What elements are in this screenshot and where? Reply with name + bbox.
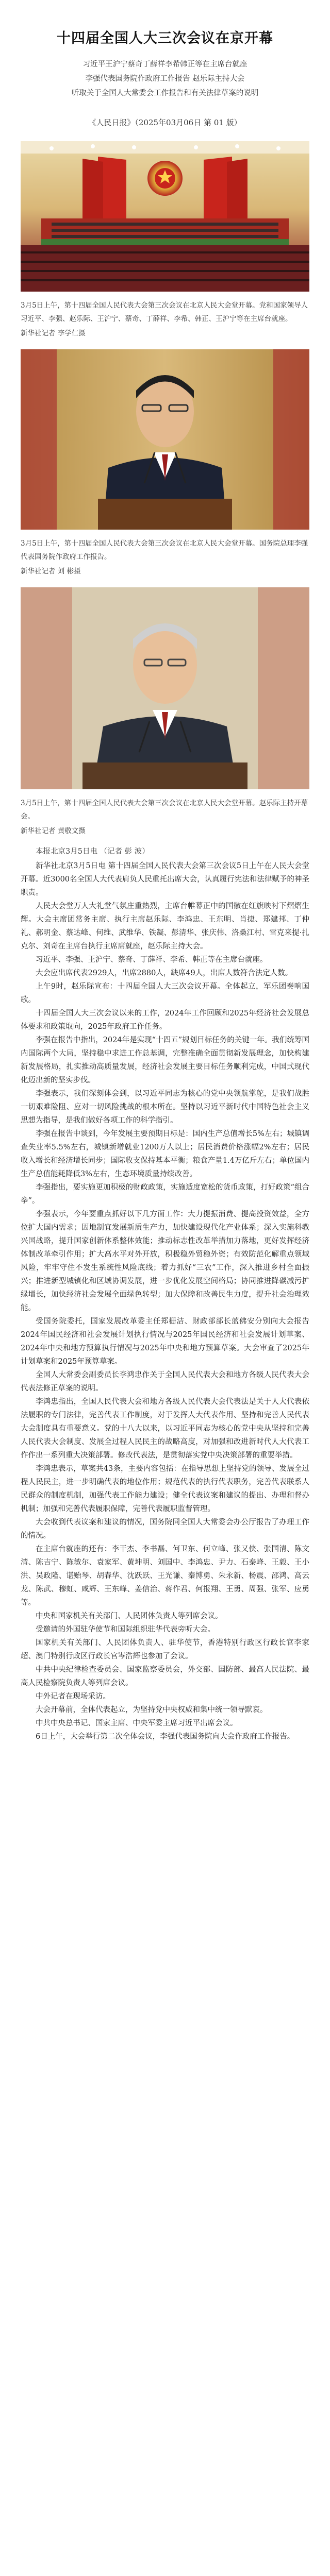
article-paragraph: 中外记者在现场采访。 [36, 1692, 110, 1701]
caption-text: 3月5日上午，第十四届全国人民代表大会第三次会议在北京人民大会堂开幕。赵乐际主持开幕会。 [21, 799, 308, 821]
article-header [0, 0, 330, 128]
article-paragraphs [21, 859, 309, 1743]
chair-image [21, 587, 309, 789]
article-paragraph: 6日上午，大会举行第二次全体会议，李强代表国务院向大会作政府工作报告。 [36, 1733, 295, 1741]
presidium-rows [52, 223, 278, 238]
article-paragraph: 李强表示，我们深刻体会到，以习近平同志为核心的党中央领航掌舵，是我们战胜一切艰难险阻、应对一切风险挑战的根本所在。坚持以习近平新时代中国特色社会主义思想为指导，是我们做好各项工作的科学指引。 [21, 1090, 309, 1125]
article-paragraph: 中共中央纪律检查委员会、国家监察委员会，外交部、国防部、最高人民法院、最高人民检察院负责人等列席会议。 [21, 1666, 309, 1687]
subhead-line: 听取关于全国人大常委会工作报告和有关法律草案的说明 [71, 89, 259, 97]
caption-text: 3月5日上午，第十四届全国人民代表大会第三次会议在北京人民大会堂开幕。党和国家领导人习近平、李强、赵乐际、王沪宁、蔡奇、丁薛祥、李希、韩正、王沪宁等在主席台就座。 [21, 301, 308, 323]
podium [98, 499, 232, 530]
article-paragraph: 李强指出，要实施更加积极的财政政策，实施适度宽松的货币政策，打好政策“组合拳”。 [21, 1183, 309, 1205]
photo-speaker-1 [21, 349, 309, 530]
caption-byline: 新华社记者 李学仁摄 [21, 329, 86, 337]
article-paragraph: 人民大会堂万人大礼堂气氛庄重热烈，主席台帷幕正中的国徽在红旗映衬下熠熠生辉。大会主席团常务主席、执行主席赵乐际、李鸿忠、王东明、肖捷、郑建邦、丁仲礼、郝明金、蔡达峰、何维、武维华、铁凝、彭清华、张庆伟、洛桑江村、雪克来提·扎克尔、刘奇在主席台执行主席席就座，赵乐际主持大会。 [21, 902, 309, 951]
article-paragraph: 李强在报告中指出，2024年是实现“十四五”规划目标任务的关键一年。我们统筹国内国际两个大局，坚持稳中求进工作总基调，完整准确全面贯彻新发展理念，加快构建新发展格局，扎实推动高质量发展，经济社会发展主要目标任务顺利完成，中国式现代化迈出新的坚实步伐。 [21, 1036, 309, 1084]
subhead-line: 习近平王沪宁蔡奇丁薛祥李希韩正等在主席台就座 [82, 60, 248, 69]
article-paragraph: 国家机关有关部门、人民团体负责人、驻华使节，香港特别行政区行政长官李家超、澳门特别行政区行政长官岑浩辉也参加了会议。 [21, 1639, 309, 1660]
caption-byline: 新华社记者 黄敬文摄 [21, 827, 86, 835]
caption-byline: 新华社记者 刘 彬摄 [21, 567, 81, 575]
ceiling-lights [21, 141, 309, 154]
article-paragraph: 受国务院委托，国家发展改革委主任郑栅洁、财政部部长蓝佛安分别向大会报告2024年国民经济和社会发展计划执行情况与2025年国民经济和社会发展计划草案、2024年中央和地方预算执行情况与2025年中央和地方预算草案。大会审查了2025年计划草案和2025年预算草案。 [21, 1317, 309, 1366]
article-paragraph: 李强在报告中谈到，今年发展主要预期目标是：国内生产总值增长5%左右；城镇调查失业率5.5%左右，城镇新增就业1200万人以上；居民消费价格涨幅2%左右；居民收入增长和经济增长同步；国际收支保持基本平衡；粮食产量1.4万亿斤左右；单位国内生产总值能耗降低3%左右，生态环境质量持续改善。 [21, 1130, 309, 1178]
article-paragraph: 新华社北京3月5日电 第十四届全国人民代表大会第三次会议5日上午在人民大会堂开幕。近3000名全国人大代表肩负人民重托出席大会，认真履行宪法和法律赋予的神圣职责。 [21, 862, 309, 897]
national-emblem-icon [147, 161, 183, 196]
article-paragraph: 李强表示，今年要重点抓好以下几方面工作：大力提振消费、提高投资效益，全方位扩大国内需求；因地制宜发展新质生产力，加快建设现代化产业体系；深入实施科教兴国战略，提升国家创新体系整体效能；推动标志性改革举措加力落地，更好发挥经济体制改革牵引作用；扩大高水平对外开放，积极稳外贸稳外资；有效防范化解重点领域风险，牢牢守住不发生系统性风险底线；着力抓好“三农”工作，深入推进乡村全面振兴；推进新型城镇化和区域协调发展，进一步优化发展空间格局；协同推进降碳减污扩绿增长，加快经济社会发展全面绿色转型；加大保障和改善民生力度，提升社会治理效能。 [21, 1210, 309, 1312]
article-paragraph: 大会开幕前，全体代表起立，为坚持党中央权威和集中统一领导默哀。 [36, 1706, 268, 1714]
article-body [21, 845, 309, 1743]
article-paragraph: 上午9时，赵乐际宣布：十四届全国人大三次会议开幕。全体起立，军乐团奏响国歌。 [21, 982, 309, 1004]
photo-speaker-2 [21, 587, 309, 789]
photo-caption [21, 796, 309, 838]
subheads [21, 57, 309, 100]
caption-text: 3月5日上午，第十四届全国人民代表大会第三次会议在北京人民大会堂开幕。国务院总理李强代表国务院作政府工作报告。 [21, 539, 308, 561]
article-paragraph: 中央和国家机关有关部门、人民团体负责人等列席会议。 [36, 1612, 223, 1620]
article-paragraph: 李鸿忠表示，草案共43条，主要内容包括：在指导思想上坚持党的领导、发展全过程人民民主，进一步明确代表的地位作用；规范代表的执行代表职务，完善代表联系人民群众的制度机制，加强代表工作能力建设；健全代表议案和建议的提出、办理和督办机制；加强和完善代表履职保障，完善代表履职监督管理。 [21, 1465, 309, 1513]
photo-caption [21, 299, 309, 340]
article-paragraph: 大会应出席代表2929人，出席2880人，缺席49人，出席人数符合法定人数。 [36, 969, 293, 977]
article-paragraph: 习近平、李强、王沪宁、蔡奇、丁薛祥、李希、韩正等在主席台就座。 [36, 956, 268, 964]
speaker-image [21, 349, 309, 530]
flower-bed [41, 239, 289, 245]
article-paragraph: 十四届全国人大三次会议以来的工作，2024年工作回顾和2025年经济社会发展总体要求和政策取向，2025年政府工作任务。 [21, 1009, 309, 1031]
article-paragraph: 李鸿忠指出，全国人民代表大会和地方各级人民代表大会代表法是关于人大代表依法履职的专门法律，完善代表工作制度，对于发挥人大代表作用、坚持和完善人民代表大会制度具有重要意义。党的十八大以来，以习近平同志为核心的党中央从坚持和完善人民代表大会制度、发展全过程人民民主的战略高度，对加强和改进新时代人大代表工作作出一系列重大决策部署。修改代表法，是贯彻落实党中央决策部署的重要举措。 [21, 1398, 309, 1460]
article-paragraph: 在主席台就座的还有：李干杰、李书磊、何卫东、何立峰、张又侠、张国清、陈文清、陈吉宁、陈敏尔、袁家军、黄坤明、刘国中、李鸿忠、尹力、石泰峰、王毅、王小洪、吴政隆、谌贻琴、胡春华、沈跃跃、王光谦、秦博勇、朱永新、杨震、邵鸿、高云龙、陈武、穆虹、咸辉、王东峰、姜信治、蒋作君、何报翔、王勇、周强、张军、应勇等。 [21, 1545, 309, 1607]
photo-caption [21, 537, 309, 578]
subhead-line: 李强代表国务院作政府工作报告 赵乐际主持大会 [85, 75, 245, 83]
article-paragraph: 大会收到代表议案和建议的情况，国务院同全国人大常委会办公厅报告了办理工作的情况。 [21, 1518, 309, 1540]
article-paragraph: 受邀请的外国驻华使节和国际组织驻华代表旁听大会。 [36, 1625, 215, 1634]
desk [82, 762, 248, 789]
headline: 十四届全国人大三次会议在京开幕 [57, 30, 273, 46]
article-paragraph: 全国人大常委会副委员长李鸿忠作关于全国人民代表大会和地方各级人民代表大会代表法修正草案的说明。 [21, 1371, 309, 1393]
photo-hall [21, 141, 309, 292]
source-line: 《人民日报》（2025年03月06日 第 01 版） [88, 118, 242, 127]
reporter-line: 本报北京3月5日电 （记者 彭 波） [36, 848, 150, 856]
article-paragraph: 中共中央总书记、国家主席、中央军委主席习近平出席会议。 [36, 1719, 238, 1727]
hall-image [21, 141, 309, 292]
